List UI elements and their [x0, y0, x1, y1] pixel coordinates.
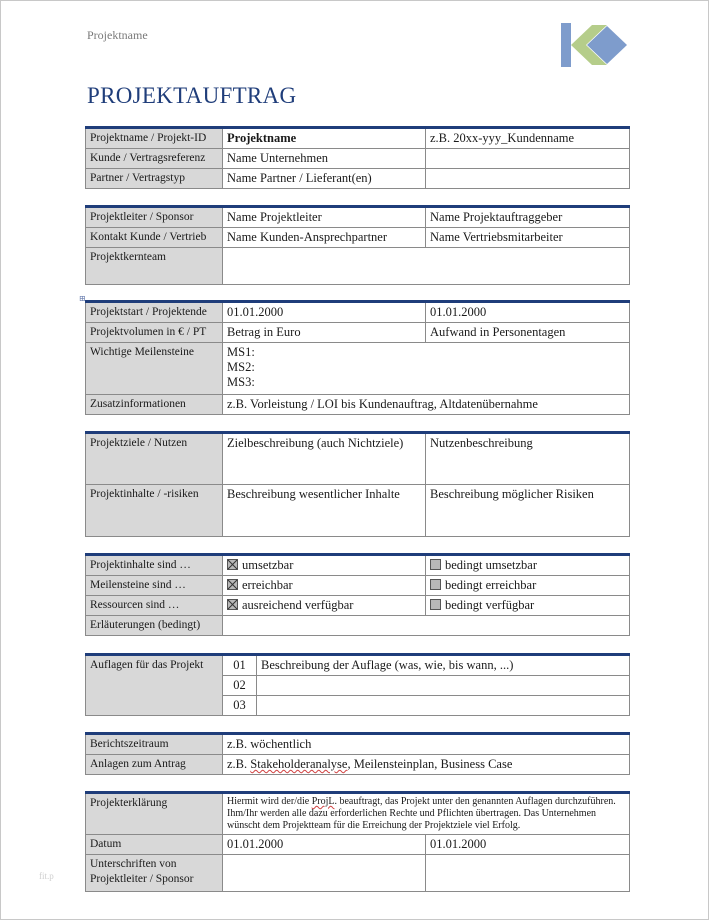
risks-field[interactable]: Beschreibung möglicher Risiken	[426, 485, 630, 537]
effort-field[interactable]: Aufwand in Personentagen	[426, 323, 630, 343]
core-team-field[interactable]	[223, 248, 630, 285]
attachments-stakeholder: Stakeholderanalyse	[250, 757, 348, 771]
explanations-field[interactable]	[223, 616, 630, 636]
benefits-field[interactable]: Nutzenbeschreibung	[426, 433, 630, 485]
declaration-table	[85, 791, 630, 892]
option-conditionally-feasible-label: bedingt umsetzbar	[445, 558, 537, 572]
label-volume: Projektvolumen in € / PT	[86, 323, 223, 343]
attachments-prefix: z.B.	[227, 757, 251, 771]
contract-reference-field[interactable]	[426, 149, 630, 169]
label-milestones-are: Meilensteine sind …	[86, 576, 223, 596]
project-goals-table	[85, 431, 630, 537]
label-signatures: Unterschriften von Projektleiter / Sponsor	[86, 855, 223, 892]
label-additional-info: Zusatzinformationen	[86, 395, 223, 415]
option-achievable[interactable]	[223, 576, 426, 596]
additional-info-field[interactable]: z.B. Vorleistung / LOI bis Kundenauftrag, Altdatenübernahme	[223, 395, 630, 415]
option-conditionally-achievable-label: bedingt erreichbar	[445, 578, 537, 592]
end-date-field[interactable]: 01.01.2000	[426, 302, 630, 323]
option-conditionally-available-label: bedingt verfügbar	[445, 598, 535, 612]
attachments-rest: , Meilensteinplan, Business Case	[347, 757, 513, 771]
project-team-table	[85, 205, 630, 285]
checkbox-checked-icon[interactable]	[227, 559, 238, 570]
label-customer-sales-contact: Kontakt Kunde / Vertrieb	[86, 228, 223, 248]
label-reporting-period: Berichtszeitraum	[86, 734, 223, 755]
label-attachments: Anlagen zum Antrag	[86, 755, 223, 775]
label-conditions: Auflagen für das Projekt	[86, 655, 223, 716]
project-id-field[interactable]: z.B. 20xx-yyy_Kundenname	[426, 128, 630, 149]
label-goals-benefits: Projektziele / Nutzen	[86, 433, 223, 485]
option-conditionally-achievable[interactable]	[426, 576, 630, 596]
condition-number: 03	[223, 696, 257, 716]
option-sufficient-label: ausreichend verfügbar	[242, 598, 354, 612]
contents-field[interactable]: Beschreibung wesentlicher Inhalte	[223, 485, 426, 537]
milestone-2: MS2:	[227, 360, 255, 374]
attachments-field[interactable]	[223, 755, 630, 775]
sponsor-field[interactable]: Name Projektauftraggeber	[426, 207, 630, 228]
feasibility-table	[85, 553, 630, 636]
table-move-handle-icon[interactable]: ⊞	[79, 294, 86, 303]
header-project-name: Projektname	[87, 28, 148, 42]
date-project-lead-field[interactable]: 01.01.2000	[223, 835, 426, 855]
option-achievable-label: erreichbar	[242, 578, 293, 592]
start-date-field[interactable]: 01.01.2000	[223, 302, 426, 323]
label-explanations: Erläuterungen (bedingt)	[86, 616, 223, 636]
milestone-3: MS3:	[227, 375, 255, 389]
label-date: Datum	[86, 835, 223, 855]
checkbox-checked-icon[interactable]	[227, 599, 238, 610]
conditions-table	[85, 653, 630, 716]
date-sponsor-field[interactable]: 01.01.2000	[426, 835, 630, 855]
project-identity-table	[85, 126, 630, 189]
option-feasible[interactable]	[223, 555, 426, 576]
sales-contact-field[interactable]: Name Vertriebsmitarbeiter	[426, 228, 630, 248]
label-partner-contract-type: Partner / Vertragstyp	[86, 169, 223, 189]
customer-contact-field[interactable]: Name Kunden-Ansprechpartner	[223, 228, 426, 248]
milestone-1: MS1:	[227, 345, 255, 359]
logo-bar	[561, 23, 571, 67]
condition-text-field[interactable]: Beschreibung der Auflage (was, wie, bis wann, ...)	[257, 655, 630, 676]
reporting-period-field[interactable]: z.B. wöchentlich	[223, 734, 630, 755]
option-sufficient[interactable]	[223, 596, 426, 616]
project-lead-field[interactable]: Name Projektleiter	[223, 207, 426, 228]
checkbox-unchecked-icon[interactable]	[430, 579, 441, 590]
signature-project-lead-field[interactable]	[223, 855, 426, 892]
goals-field[interactable]: Zielbeschreibung (auch Nichtziele)	[223, 433, 426, 485]
label-resources-are: Ressourcen sind …	[86, 596, 223, 616]
label-project-name-id: Projektname / Projekt-ID	[86, 128, 223, 149]
declaration-part-1: Hiermit wird der/die	[227, 796, 312, 807]
condition-text-field[interactable]	[257, 676, 630, 696]
contract-type-field[interactable]	[426, 169, 630, 189]
checkbox-unchecked-icon[interactable]	[430, 559, 441, 570]
milestones-field[interactable]	[223, 343, 630, 395]
label-core-team: Projektkernteam	[86, 248, 223, 285]
declaration-text	[223, 793, 630, 835]
budget-field[interactable]: Betrag in Euro	[223, 323, 426, 343]
project-name-field[interactable]: Projektname	[223, 128, 426, 149]
document-title: PROJEKTAUFTRAG	[87, 83, 297, 108]
project-schedule-table	[85, 300, 630, 415]
signature-sponsor-field[interactable]	[426, 855, 630, 892]
label-project-lead-sponsor: Projektleiter / Sponsor	[86, 207, 223, 228]
label-customer-reference: Kunde / Vertragsreferenz	[86, 149, 223, 169]
label-milestones: Wichtige Meilensteine	[86, 343, 223, 395]
declaration-part-2: . beauftragt, das Projekt unter den genannten Auflagen durchzuführen. Ihm/Ihr werden alle dazu erforderlichen Rechte und Pflichten übertragen. Das Unternehmen wünscht dem Projektteam für die Erreichung der Projektziele viel Erfolg.	[227, 796, 616, 831]
partner-name-field[interactable]: Name Partner / Lieferant(en)	[223, 169, 426, 189]
checkbox-unchecked-icon[interactable]	[430, 599, 441, 610]
option-feasible-label: umsetzbar	[242, 558, 294, 572]
declaration-projl: ProjL	[311, 796, 335, 807]
checkbox-checked-icon[interactable]	[227, 579, 238, 590]
customer-name-field[interactable]: Name Unternehmen	[223, 149, 426, 169]
label-declaration: Projekterklärung	[86, 793, 223, 835]
watermark: fit.p	[39, 871, 54, 881]
label-contents-risks: Projektinhalte / -risiken	[86, 485, 223, 537]
reporting-table	[85, 732, 630, 775]
company-logo	[559, 23, 629, 67]
label-contents-are: Projektinhalte sind …	[86, 555, 223, 576]
option-conditionally-feasible[interactable]	[426, 555, 630, 576]
option-conditionally-available[interactable]	[426, 596, 630, 616]
condition-number: 02	[223, 676, 257, 696]
condition-number: 01	[223, 655, 257, 676]
condition-text-field[interactable]	[257, 696, 630, 716]
label-start-end: Projektstart / Projektende	[86, 302, 223, 323]
